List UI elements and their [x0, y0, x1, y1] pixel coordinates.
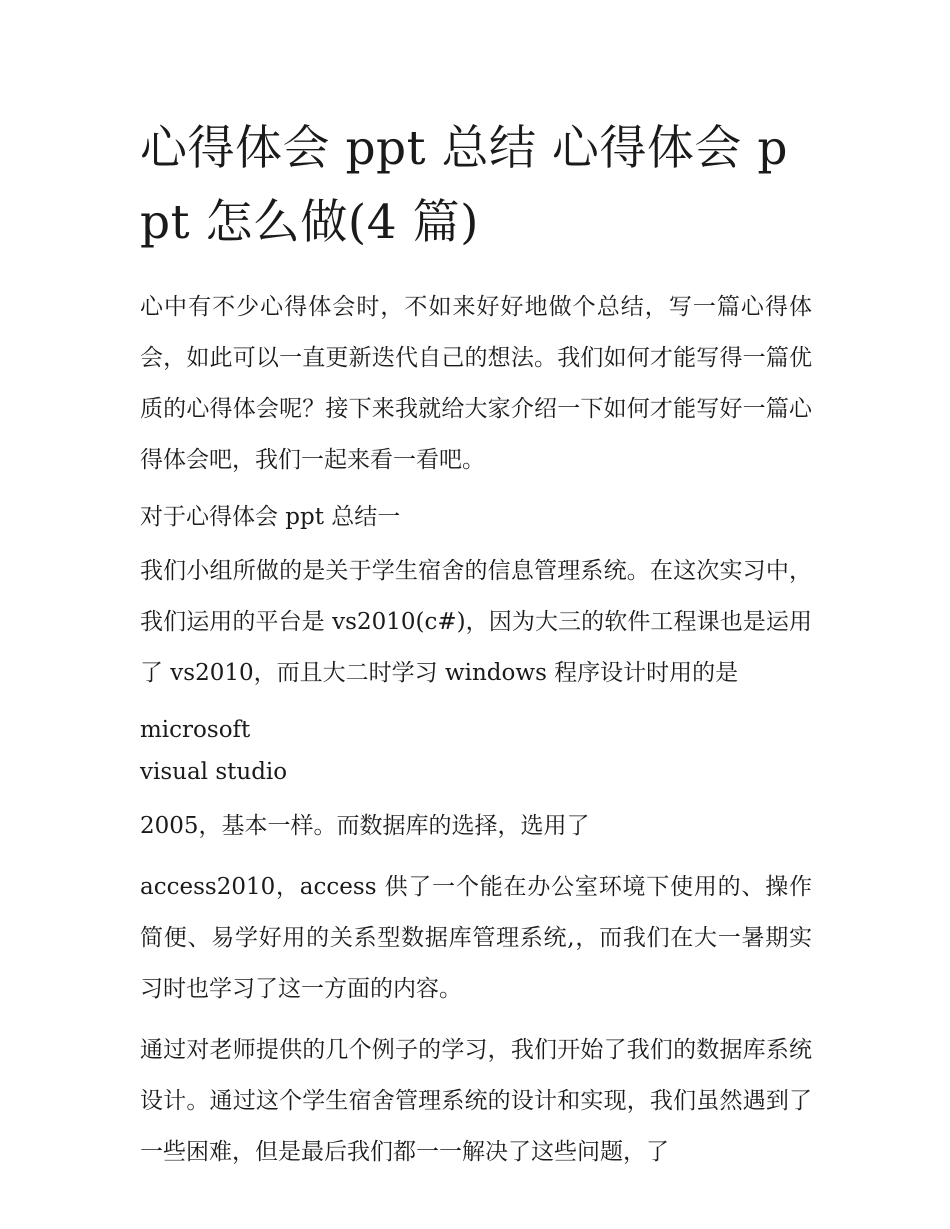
- paragraph-intro: 心中有不少心得体会时，不如来好好地做个总结，写一篇心得体会，如此可以一直更新迭代自己的想法。我们如何才能写得一篇优质的心得体会呢？接下来我就给大家介绍一下如何才能写好一篇心得体会吧，我们一起来看一看吧。: [140, 294, 812, 473]
- document-body: [140, 282, 812, 1178]
- paragraph-body: 通过对老师提供的几个例子的学习，我们开始了我们的数据库系统设计。通过这个学生宿舍管理系统的设计和实现，我们虽然遇到了一些困难，但是最后我们都一一解决了这些问题，了: [140, 1037, 812, 1165]
- paragraph-fragment: visual studio: [140, 759, 288, 785]
- paragraph-fragment: microsoft: [140, 717, 251, 743]
- paragraph-body: 2005，基本一样。而数据库的选择，选用了: [140, 813, 590, 839]
- paragraph-body: access2010，access 供了一个能在办公室环境下使用的、操作简便、易学好用的关系型数据库管理系统,，而我们在大一暑期实习时也学习了这一方面的内容。: [140, 874, 812, 1002]
- paragraph-body: 我们小组所做的是关于学生宿舍的信息管理系统。在这次实习中，我们运用的平台是 vs2010(c#)，因为大三的软件工程课也是运用了 vs2010，而且大二时学习 windows 程序设计时用的是: [140, 558, 812, 686]
- section-heading: 对于心得体会 ppt 总结一: [140, 504, 401, 530]
- document-page: [140, 112, 812, 1188]
- document-title: 心得体会 ppt 总结 心得体会 ppt 怎么做(4 篇): [140, 121, 788, 250]
